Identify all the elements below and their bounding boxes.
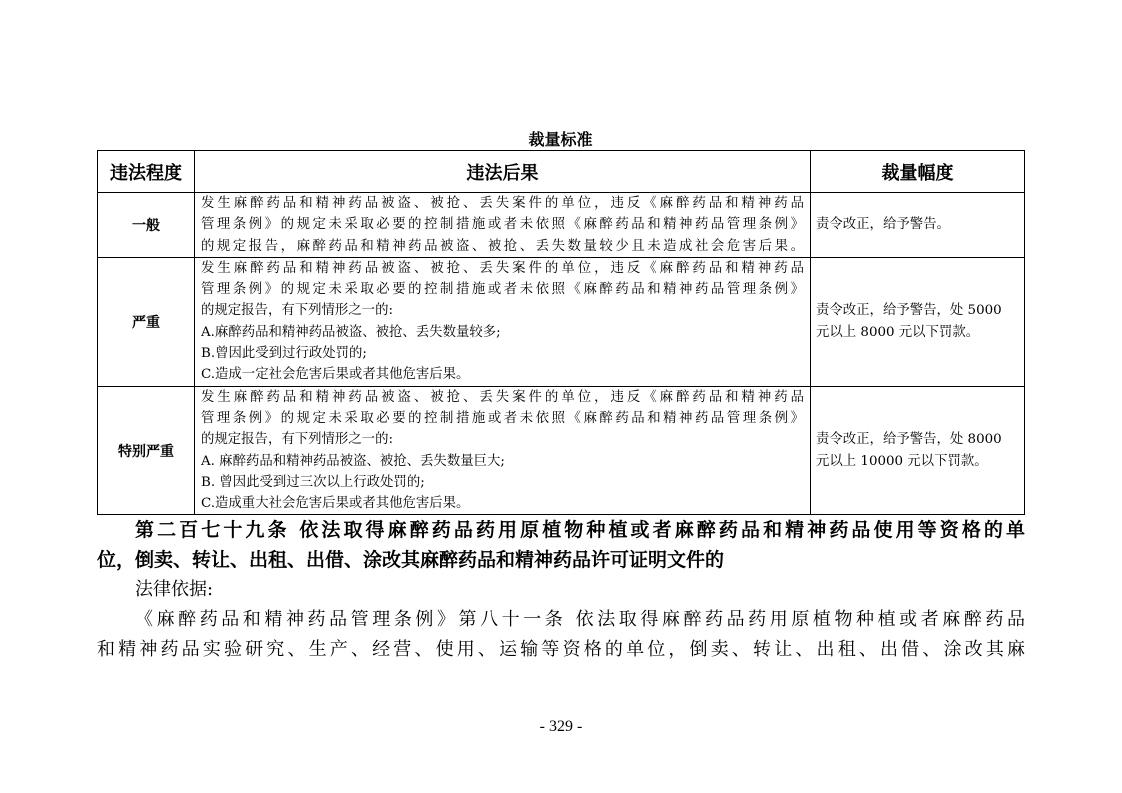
consequence-line: B. 曾因此受到过三次以上行政处罚的; xyxy=(201,474,425,490)
penalty-line: 元以上 8000 元以下罚款。 xyxy=(816,324,980,340)
page-number: - 329 - xyxy=(539,718,583,735)
violation-consequence xyxy=(195,193,811,258)
article-section xyxy=(97,515,1025,665)
table-caption: 裁量标准 xyxy=(528,130,593,149)
table-row xyxy=(98,257,1025,386)
legal-basis-line: 和精神药品实验研究、生产、经营、使用、运输等资格的单位，倒卖、转让、出租、出借、涂改其麻 xyxy=(97,639,1025,660)
article-title-line: 第二百七十九条 依法取得麻醉药品药用原植物种植或者麻醉药品和精神药品使用等资格的单 xyxy=(135,519,1025,541)
violation-level: 特别严重 xyxy=(98,386,195,515)
penalty-range xyxy=(811,386,1025,515)
header-penalty: 裁量幅度 xyxy=(811,151,1025,193)
penalty-standard-table xyxy=(97,150,1025,515)
table-row xyxy=(98,386,1025,515)
consequence-line: 发生麻醉药品和精神药品被盗、被抢、丢失案件的单位，违反《麻醉药品和精神药品 xyxy=(201,196,804,211)
penalty-range xyxy=(811,257,1025,386)
penalty-range xyxy=(811,193,1025,258)
legal-basis-label: 法律依据: xyxy=(135,579,214,600)
table-header-row xyxy=(98,151,1025,193)
penalty-line: 责令改正，给予警告，处 8000 xyxy=(816,432,1002,448)
consequence-line: 发生麻醉药品和精神药品被盗、被抢、丢失案件的单位，违反《麻醉药品和精神药品 xyxy=(201,260,804,276)
consequence-line: C.造成一定社会危害后果或者其他危害后果。 xyxy=(201,367,470,383)
consequence-line: 发生麻醉药品和精神药品被盗、被抢、丢失案件的单位，违反《麻醉药品和精神药品 xyxy=(201,389,804,405)
violation-level: 严重 xyxy=(98,257,195,386)
consequence-line: 管理条例》的规定未采取必要的控制措施或者未依照《麻醉药品和精神药品管理条例》 xyxy=(201,217,804,233)
consequence-line: C.造成重大社会危害后果或者其他危害后果。 xyxy=(201,496,470,512)
consequence-line: 的规定报告，麻醉药品和精神药品被盗、被抢、丢失数量较少且未造成社会危害后果。 xyxy=(201,238,804,254)
penalty-line: 责令改正，给予警告。 xyxy=(816,217,950,233)
header-level: 违法程度 xyxy=(98,151,195,193)
consequence-line: B.曾因此受到过行政处罚的; xyxy=(201,346,367,362)
header-consequence: 违法后果 xyxy=(195,151,811,193)
violation-level: 一般 xyxy=(98,193,195,258)
legal-basis-line: 《麻醉药品和精神药品管理条例》第八十一条 依法取得麻醉药品药用原植物种植或者麻醉药品 xyxy=(135,609,1025,630)
consequence-line: 管理条例》的规定未采取必要的控制措施或者未依照《麻醉药品和精神药品管理条例》 xyxy=(201,282,804,298)
penalty-line: 元以上 10000 元以下罚款。 xyxy=(816,453,988,469)
consequence-line: A.麻醉药品和精神药品被盗、被抢、丢失数量较多; xyxy=(201,324,501,340)
penalty-line: 责令改正，给予警告，处 5000 xyxy=(816,303,1002,319)
article-title-line: 位，倒卖、转让、出租、出借、涂改其麻醉药品和精神药品许可证明文件的 xyxy=(97,549,725,571)
table-row xyxy=(98,193,1025,258)
violation-consequence xyxy=(195,386,811,515)
consequence-line: A. 麻醉药品和精神药品被盗、被抢、丢失数量巨大; xyxy=(201,453,505,469)
consequence-line: 的规定报告，有下列情形之一的: xyxy=(201,303,393,319)
violation-consequence xyxy=(195,257,811,386)
consequence-line: 管理条例》的规定未采取必要的控制措施或者未依照《麻醉药品和精神药品管理条例》 xyxy=(201,410,804,426)
consequence-line: 的规定报告，有下列情形之一的: xyxy=(201,432,393,448)
